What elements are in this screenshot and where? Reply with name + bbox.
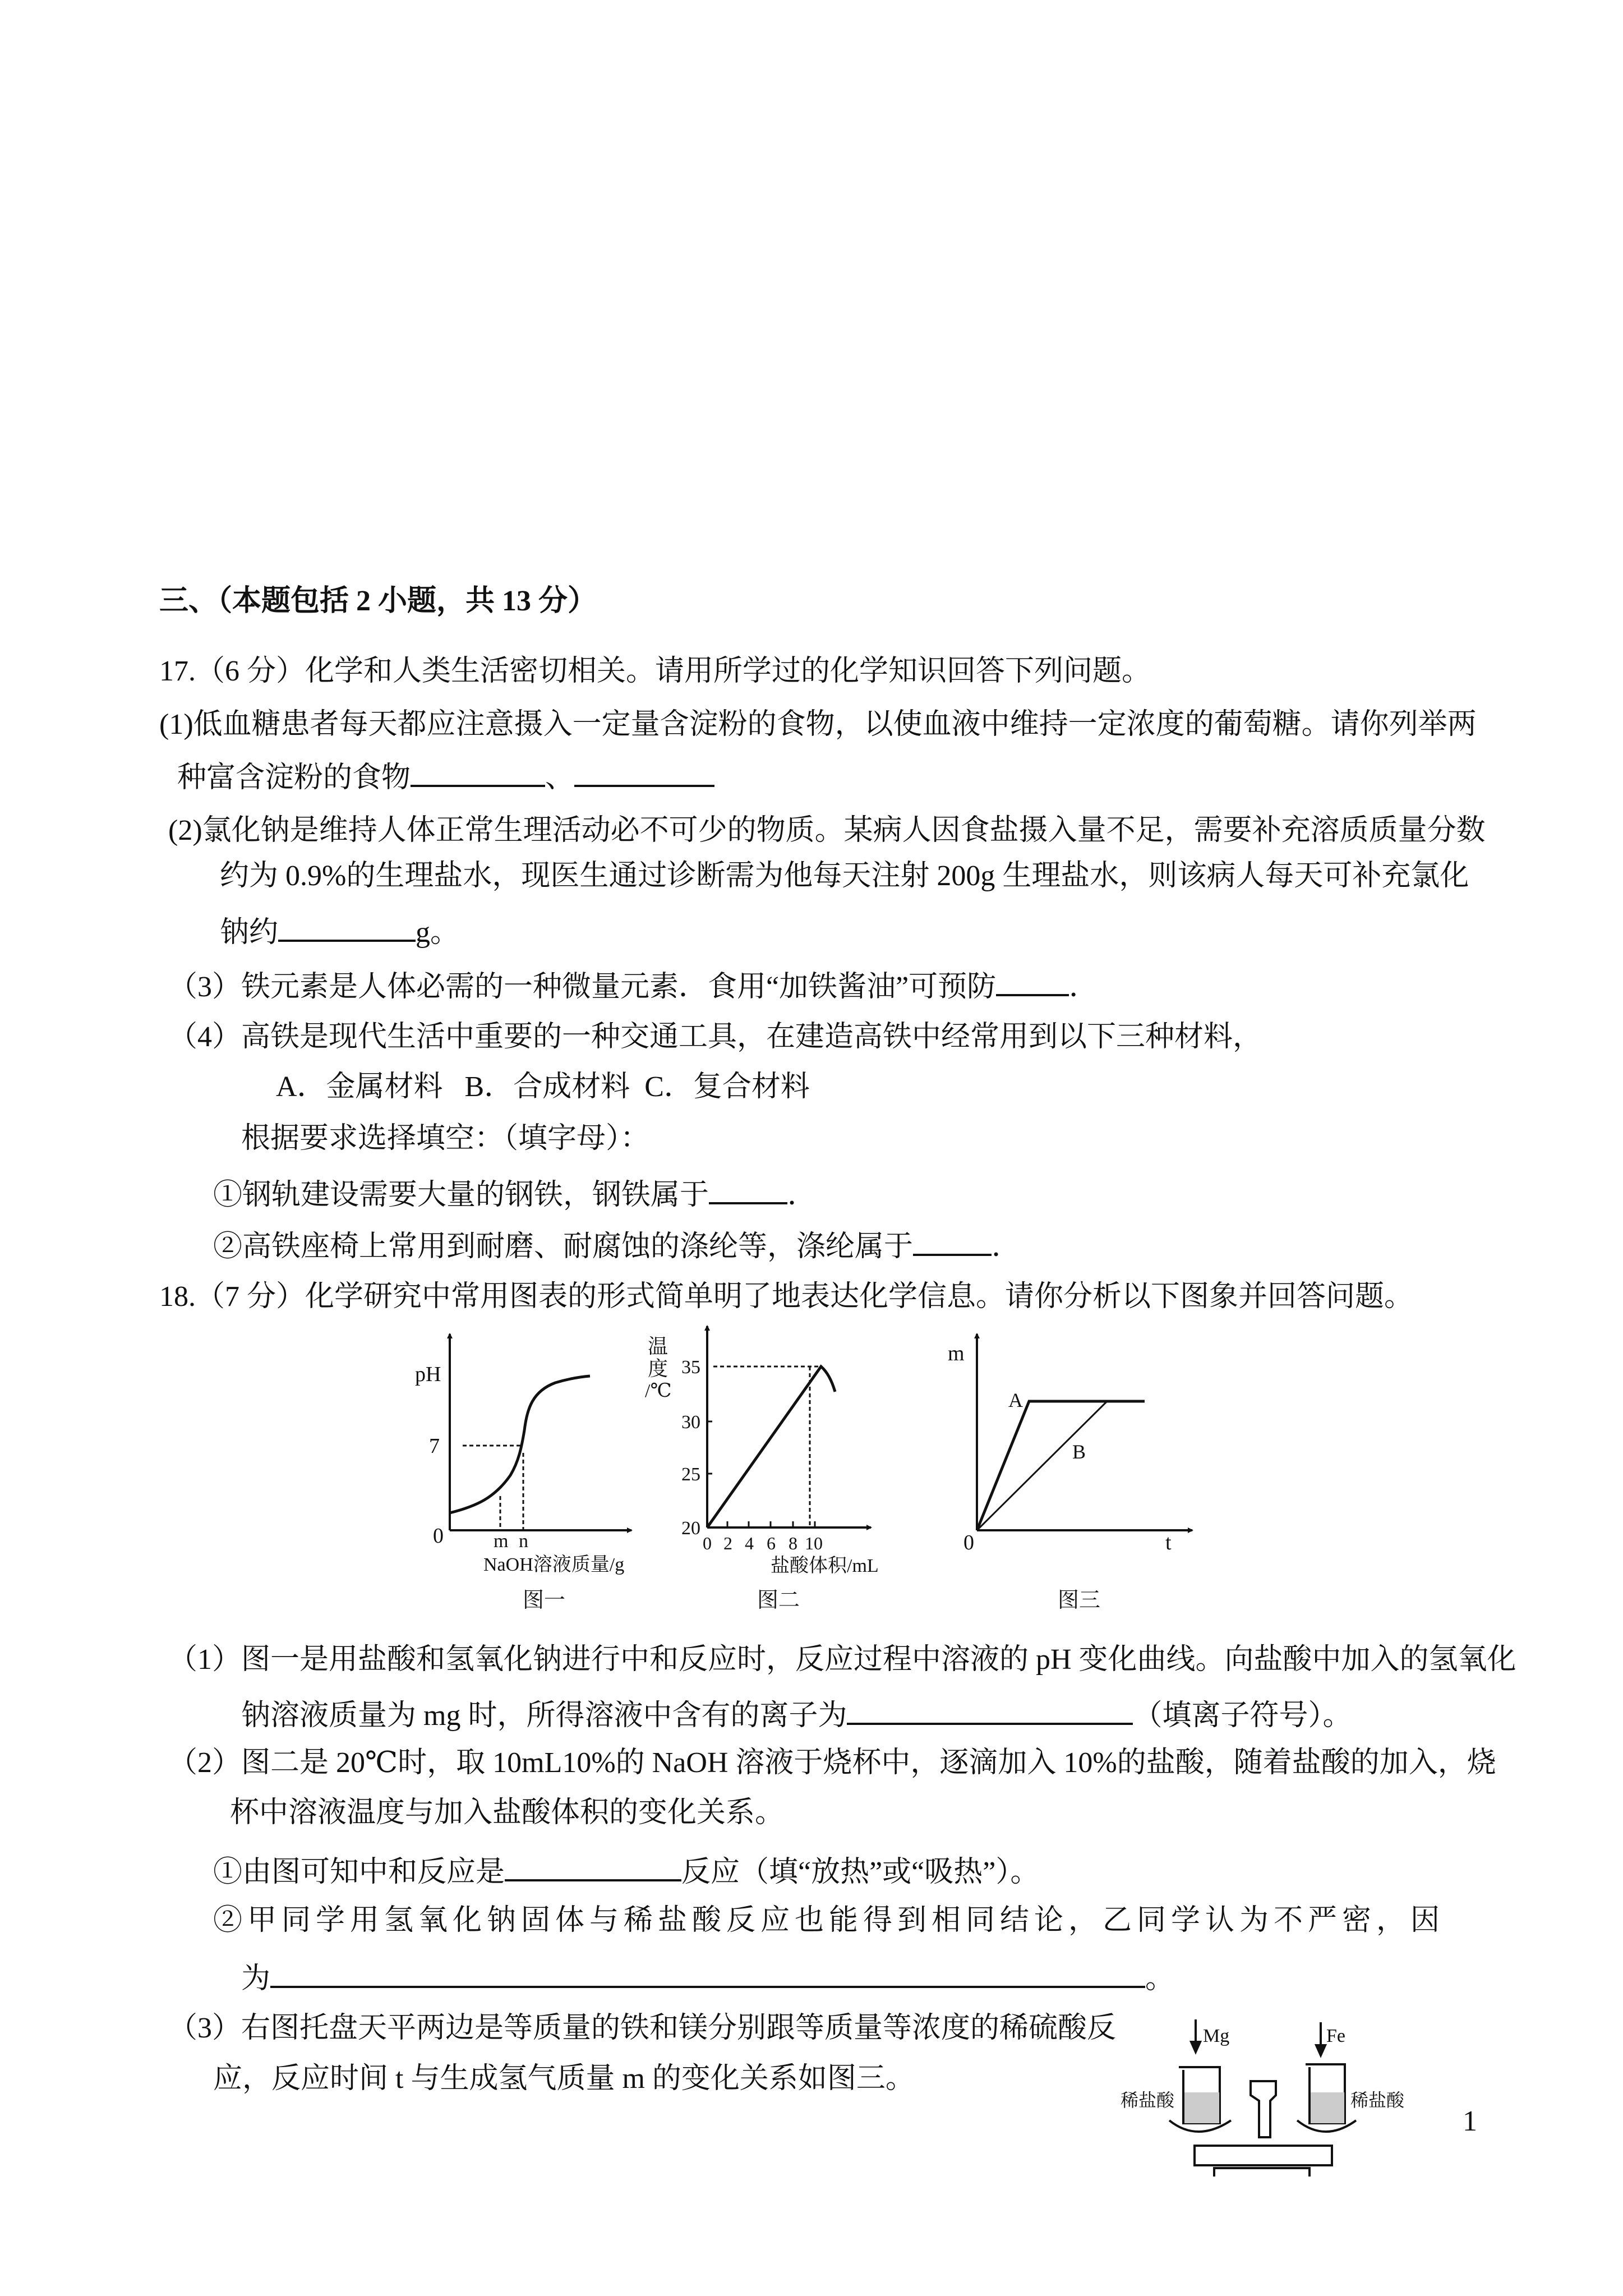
q18-p2-q1-hint: 反应（填“放热”或“吸热”）。 xyxy=(681,1856,1040,1888)
fig3-line-a xyxy=(977,1401,1145,1530)
q18-p1-hint: （填离子符号）。 xyxy=(1133,1700,1352,1732)
answer-blank-iron[interactable] xyxy=(996,966,1069,996)
q17-stem: 17.（6 分）化学和人类生活密切相关。请用所学过的化学知识回答下列问题。 xyxy=(159,655,1151,687)
fig2-xtick-6: 6 xyxy=(767,1533,776,1553)
q17-p4-q2-text: ②高铁座椅上常用到耐磨、耐腐蚀的涤纶等，涤纶属于 xyxy=(213,1231,914,1263)
fig3-label-a: A xyxy=(1008,1389,1023,1411)
fig2-xtick-0: 0 xyxy=(703,1533,712,1553)
q18-p2-q2-line2 xyxy=(241,1958,1174,1997)
answer-blank-food-1[interactable] xyxy=(411,757,545,787)
q18-p2-q2-text: 为 xyxy=(241,1963,271,1995)
section-heading: 三、（本题包括 2 小题，共 13 分） xyxy=(159,585,597,617)
q17-p4-q1-text: ①钢轨建设需要大量的钢铁，钢铁属于 xyxy=(213,1179,709,1211)
q17-p4-options: A．金属材料 B．合成材料 C．复合材料 xyxy=(276,1071,810,1103)
q18-stem: 18.（7 分）化学研究中常用图表的形式简单明了地表达化学信息。请你分析以下图象并回答问题。 xyxy=(159,1281,1414,1313)
q17-p1-line2 xyxy=(177,757,714,796)
answer-blank-polyester[interactable] xyxy=(913,1226,992,1256)
q18-p2-q1 xyxy=(213,1851,1039,1890)
fig3-ylabel: m xyxy=(948,1342,965,1365)
fig1-tick-7: 7 xyxy=(429,1434,440,1458)
figure-2-temperature-curve xyxy=(645,1326,879,1612)
fig1-origin: 0 xyxy=(433,1524,444,1548)
fig2-caption: 图二 xyxy=(757,1589,800,1612)
figures-panel xyxy=(365,1318,1262,1632)
fig3-label-b: B xyxy=(1072,1441,1086,1463)
q17-p4-q2 xyxy=(213,1226,1021,1265)
fig2-xtick-8: 8 xyxy=(789,1533,797,1553)
balance-left-metal: Mg xyxy=(1203,2026,1230,2046)
answer-blank-steel[interactable] xyxy=(709,1174,787,1204)
q17-p1-text: 种富含淀粉的食物 xyxy=(177,762,411,794)
q17-p3-end: ． xyxy=(1069,971,1099,1003)
balance-figure xyxy=(1094,1952,1486,2177)
fig2-ytick-20: 20 xyxy=(681,1518,700,1539)
q17-p2-unit: g。 xyxy=(416,917,460,949)
q17-p4-q1 xyxy=(213,1174,817,1213)
fig2-xtick-10: 10 xyxy=(805,1533,823,1553)
fig1-caption: 图一 xyxy=(523,1589,566,1612)
q17-p4-instruction: 根据要求选择填空：（填字母）： xyxy=(241,1122,650,1154)
q18-p3-line2: 应，反应时间 t 与生成氢气质量 m 的变化关系如图三。 xyxy=(213,2063,915,2095)
balance-right-liquid: 稀盐酸 xyxy=(1350,2090,1405,2110)
balance-left-liquid: 稀盐酸 xyxy=(1121,2090,1175,2110)
balance-right-metal: Fe xyxy=(1326,2026,1345,2046)
figure-1-ph-curve xyxy=(415,1334,631,1612)
q18-p2-q2-end: 。 xyxy=(1145,1963,1175,1995)
fig2-xtick-2: 2 xyxy=(723,1533,732,1553)
q17-p4-q1-end: ． xyxy=(787,1179,817,1211)
fig3-line-b xyxy=(977,1401,1107,1530)
q17-p1-line1: (1)低血糖患者每天都应注意摄入一定量含淀粉的食物，以使血液中维持一定浓度的葡萄糖。请你列举两 xyxy=(159,708,1477,740)
answer-blank-nacl[interactable] xyxy=(278,912,416,942)
q17-p2-text: 钠约 xyxy=(220,917,279,949)
fig2-ytick-30: 30 xyxy=(681,1412,700,1433)
fig3-origin: 0 xyxy=(963,1531,974,1554)
fig3-caption: 图三 xyxy=(1058,1589,1101,1612)
q17-p2-line1: (2)氯化钠是维持人体正常生理活动必不可少的物质。某病人因食盐摄入量不足，需要补充溶质质量分数 xyxy=(168,815,1486,846)
q18-p2-q1-text: ①由图可知中和反应是 xyxy=(213,1856,505,1888)
fig2-ylabel-2: 度 xyxy=(648,1358,668,1380)
answer-blank-ions[interactable] xyxy=(847,1695,1133,1725)
separator: 、 xyxy=(545,762,575,794)
q18-p1-line1: （1）图一是用盐酸和氢氧化钠进行中和反应时，反应过程中溶液的 pH 变化曲线。向盐酸中加入的氢氧化 xyxy=(168,1644,1516,1676)
fig2-xtick-4: 4 xyxy=(745,1533,754,1553)
q18-p1-text: 钠溶液质量为 mg 时，所得溶液中含有的离子为 xyxy=(241,1700,847,1732)
fig2-temp-line xyxy=(707,1366,835,1527)
q18-p3-line1: （3）右图托盘天平两边是等质量的铁和镁分别跟等质量等浓度的稀硫酸反 xyxy=(168,2012,1117,2044)
q18-p1-line2 xyxy=(241,1695,1352,1734)
fig2-ylabel-3: /℃ xyxy=(645,1381,672,1401)
answer-blank-heat[interactable] xyxy=(505,1851,681,1881)
q17-p4-line1: （4）高铁是现代生活中重要的一种交通工具，在建造高铁中经常用到以下三种材料， xyxy=(168,1021,1262,1053)
fig2-ylabel-1: 温 xyxy=(648,1335,668,1358)
q18-p2-line1: （2）图二是 20℃时，取 10mL10%的 NaOH 溶液于烧杯中，逐滴加入 10%的盐酸，随着盐酸的加入，烧 xyxy=(168,1747,1496,1779)
q17-p2-line2: 约为 0.9%的生理盐水，现医生通过诊断需为他每天注射 200g 生理盐水，则该病人每天可补充氯化 xyxy=(220,860,1469,892)
fig1-n-label: n xyxy=(519,1531,528,1552)
fig3-xlabel: t xyxy=(1165,1531,1172,1554)
fig1-ph-line xyxy=(450,1376,590,1513)
q17-p3-text: （3）铁元素是人体必需的一种微量元素．食用“加铁酱油”可预防 xyxy=(168,971,997,1003)
answer-blank-reason[interactable] xyxy=(270,1958,1145,1988)
answer-blank-food-2[interactable] xyxy=(574,757,714,787)
q18-p2-q2: ②甲同学用氢氧化钠固体与稀盐酸反应也能得到相同结论，乙同学认为不严密，因 xyxy=(213,1904,1445,1936)
fig1-ylabel: pH xyxy=(415,1363,441,1386)
fig2-ytick-25: 25 xyxy=(681,1464,700,1485)
q17-p2-line3 xyxy=(220,912,459,951)
fig2-ytick-35: 35 xyxy=(681,1357,700,1378)
q18-p2-line2: 杯中溶液温度与加入盐酸体积的变化关系。 xyxy=(230,1797,785,1829)
fig1-xlabel: NaOH溶液质量/g xyxy=(483,1554,625,1575)
fig2-xlabel: 盐酸体积/mL xyxy=(771,1556,879,1576)
q17-p3 xyxy=(168,966,1098,1005)
figure-3-hydrogen-mass xyxy=(948,1334,1192,1612)
page-number: 1 xyxy=(1463,2105,1477,2137)
q17-p4-q2-end: ． xyxy=(992,1231,1021,1263)
fig1-m-label: m xyxy=(494,1531,509,1552)
